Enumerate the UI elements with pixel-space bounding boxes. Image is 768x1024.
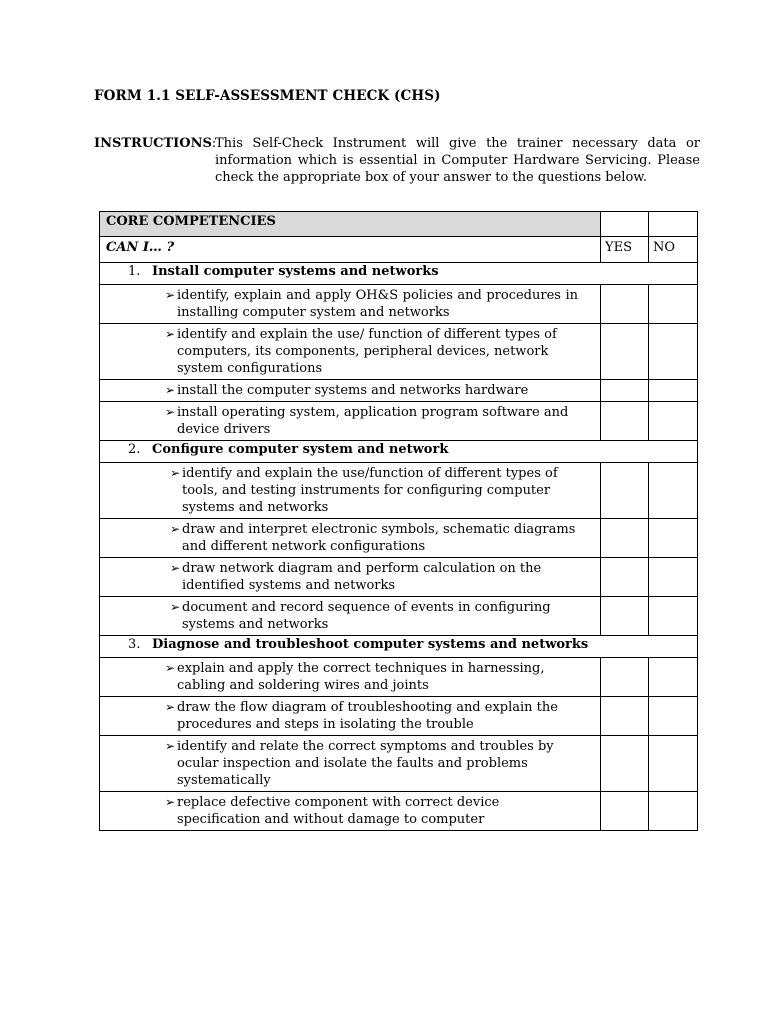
competency-item-row <box>100 380 698 402</box>
no-checkbox-cell[interactable] <box>649 402 698 441</box>
can-i-label: CAN I… ? <box>100 237 601 263</box>
section-row <box>100 636 698 658</box>
competency-item-text: explain and apply the correct techniques in harnessing, cabling and soldering wires and joints <box>177 661 545 693</box>
competency-item-text: install operating system, application program software and device drivers <box>177 405 569 437</box>
no-checkbox-cell[interactable] <box>649 324 698 380</box>
yes-checkbox-cell[interactable] <box>601 380 649 402</box>
no-checkbox-cell[interactable] <box>649 285 698 324</box>
no-checkbox-cell[interactable] <box>649 519 698 558</box>
can-i-header-row <box>100 237 698 263</box>
arrow-bullet-icon: ➢ <box>169 522 180 536</box>
competency-item-text: draw the flow diagram of troubleshooting and explain the procedures and steps in isolating the trouble <box>177 700 558 732</box>
yes-checkbox-cell[interactable] <box>601 792 649 831</box>
competency-item-text: replace defective component with correct device specification and without damage to computer <box>177 795 500 827</box>
competency-item-text: identify, explain and apply OH&S policies and procedures in installing computer system and networks <box>177 288 578 320</box>
header-blank-cell <box>601 212 649 237</box>
section-number: 3. <box>128 637 141 652</box>
competency-item-row <box>100 736 698 792</box>
section-title: Configure computer system and network <box>152 442 449 457</box>
no-checkbox-cell[interactable] <box>649 792 698 831</box>
competency-item-text: identify and explain the use/function of different types of tools, and testing instruments for configuring computer systems and networks <box>182 466 558 515</box>
section-title: Diagnose and troubleshoot computer systems and networks <box>152 637 589 652</box>
competency-item <box>100 519 601 558</box>
yes-checkbox-cell[interactable] <box>601 402 649 441</box>
competency-item-row <box>100 658 698 697</box>
section-title: Install computer systems and networks <box>152 264 439 279</box>
arrow-bullet-icon: ➢ <box>169 600 180 614</box>
no-checkbox-cell[interactable] <box>649 697 698 736</box>
arrow-bullet-icon: ➢ <box>164 327 175 341</box>
competency-item <box>100 402 601 441</box>
competency-item <box>100 697 601 736</box>
yes-checkbox-cell[interactable] <box>601 658 649 697</box>
competency-item-row <box>100 463 698 519</box>
core-competencies-header: CORE COMPETENCIES <box>100 212 601 237</box>
arrow-bullet-icon: ➢ <box>164 700 175 714</box>
competency-item-row <box>100 697 698 736</box>
competency-item-text: install the computer systems and networks hardware <box>177 383 529 398</box>
competency-item <box>100 324 601 380</box>
competency-item-text: identify and relate the correct symptoms and troubles by ocular inspection and isolate the faults and problems systematically <box>177 739 554 788</box>
competency-item <box>100 285 601 324</box>
arrow-bullet-icon: ➢ <box>164 661 175 675</box>
section-heading <box>100 441 698 463</box>
competency-item-text: draw and interpret electronic symbols, schematic diagrams and different network configurations <box>182 522 576 554</box>
competency-item-row <box>100 402 698 441</box>
section-heading <box>100 263 698 285</box>
arrow-bullet-icon: ➢ <box>169 561 180 575</box>
competency-item-row <box>100 285 698 324</box>
competency-item <box>100 380 601 402</box>
instructions-label-text: INSTRUCTIONS <box>94 136 212 151</box>
instructions-block <box>94 135 700 186</box>
no-checkbox-cell[interactable] <box>649 380 698 402</box>
competency-item <box>100 558 601 597</box>
no-checkbox-cell[interactable] <box>649 463 698 519</box>
yes-checkbox-cell[interactable] <box>601 285 649 324</box>
section-row <box>100 263 698 285</box>
no-column-header: NO <box>649 237 698 263</box>
no-checkbox-cell[interactable] <box>649 658 698 697</box>
competency-item <box>100 658 601 697</box>
core-competencies-header-row <box>100 212 698 237</box>
section-number: 2. <box>128 442 141 457</box>
section-number: 1. <box>128 264 141 279</box>
arrow-bullet-icon: ➢ <box>164 288 175 302</box>
competency-item-row <box>100 792 698 831</box>
arrow-bullet-icon: ➢ <box>164 795 175 809</box>
competency-item <box>100 736 601 792</box>
competency-item-row <box>100 519 698 558</box>
competency-item <box>100 463 601 519</box>
yes-checkbox-cell[interactable] <box>601 558 649 597</box>
arrow-bullet-icon: ➢ <box>169 466 180 480</box>
competency-item-text: document and record sequence of events in configuring systems and networks <box>182 600 551 632</box>
header-blank-cell <box>649 212 698 237</box>
competency-item-row <box>100 597 698 636</box>
yes-checkbox-cell[interactable] <box>601 597 649 636</box>
section-row <box>100 441 698 463</box>
yes-checkbox-cell[interactable] <box>601 324 649 380</box>
competency-item <box>100 597 601 636</box>
yes-checkbox-cell[interactable] <box>601 463 649 519</box>
competency-item-row <box>100 324 698 380</box>
no-checkbox-cell[interactable] <box>649 736 698 792</box>
form-title: FORM 1.1 SELF-ASSESSMENT CHECK (CHS) <box>94 88 441 104</box>
yes-checkbox-cell[interactable] <box>601 519 649 558</box>
yes-column-header: YES <box>601 237 649 263</box>
yes-checkbox-cell[interactable] <box>601 697 649 736</box>
competency-item-text: draw network diagram and perform calculation on the identified systems and networks <box>182 561 542 593</box>
instructions-text: This Self-Check Instrument will give the trainer necessary data or information which is essential in Computer Hardware Servicing. Please check the appropriate box of your answer to the questions below. <box>215 136 700 185</box>
competency-item <box>100 792 601 831</box>
arrow-bullet-icon: ➢ <box>164 739 175 753</box>
arrow-bullet-icon: ➢ <box>164 405 175 419</box>
competency-item-text: identify and explain the use/ function of different types of computers, its components, peripheral devices, network system configurations <box>177 327 557 376</box>
competency-item-row <box>100 558 698 597</box>
arrow-bullet-icon: ➢ <box>164 383 175 397</box>
yes-checkbox-cell[interactable] <box>601 736 649 792</box>
self-check-table <box>99 211 698 831</box>
instructions-colon: : <box>211 136 217 151</box>
no-checkbox-cell[interactable] <box>649 558 698 597</box>
instructions-label <box>94 135 216 152</box>
no-checkbox-cell[interactable] <box>649 597 698 636</box>
section-heading <box>100 636 698 658</box>
